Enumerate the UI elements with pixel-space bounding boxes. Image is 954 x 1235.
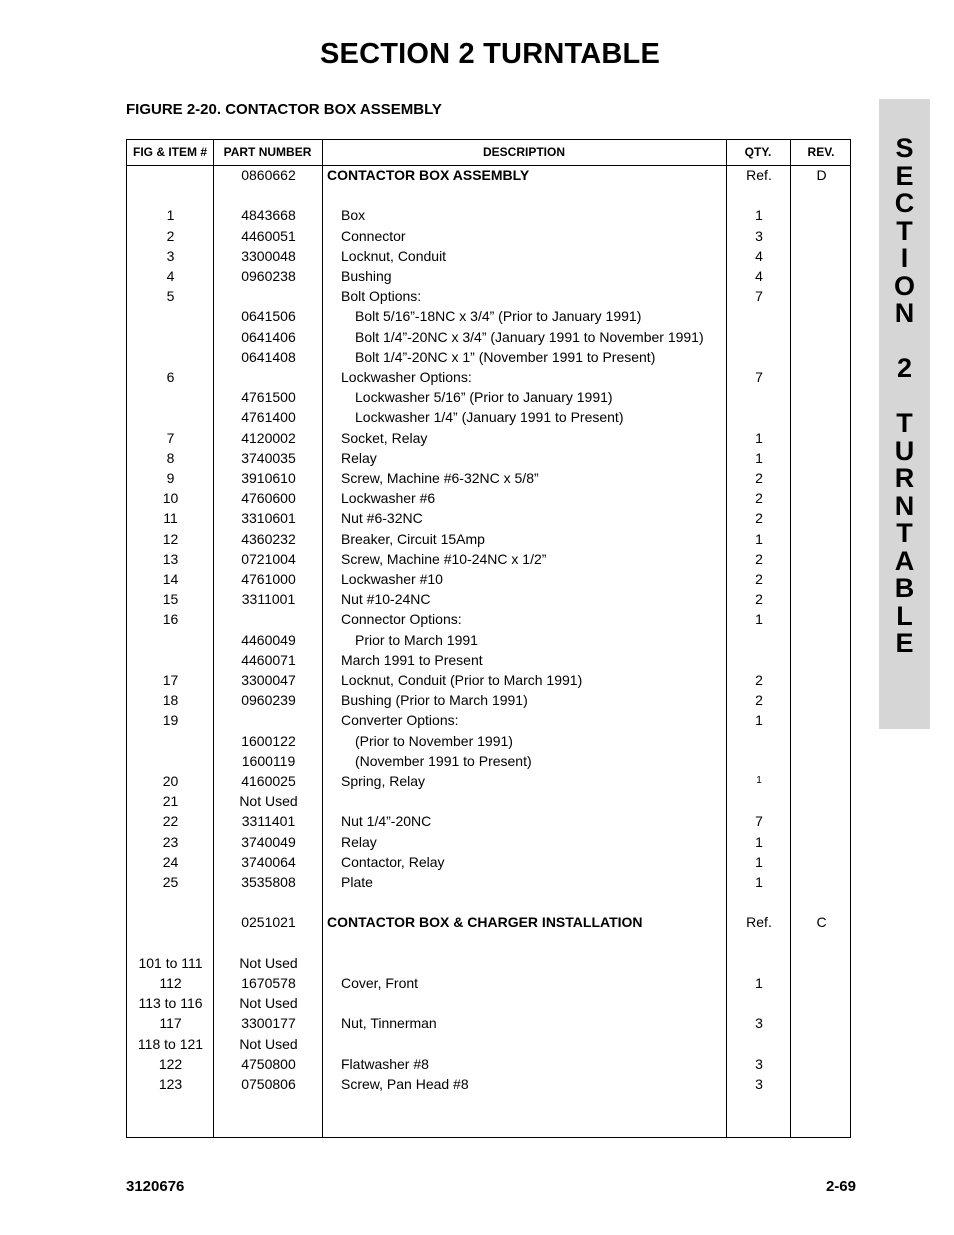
qty-cell: 7 <box>755 813 763 830</box>
side-tab-letters <box>879 135 930 658</box>
side-tab-letter: N <box>894 298 915 328</box>
table-row <box>127 266 850 286</box>
part-number-cell: 4761000 <box>241 571 296 587</box>
part-number-cell: 0960238 <box>241 268 296 284</box>
part-number-cell: 0721004 <box>241 550 296 567</box>
description-cell: Spring, Relay <box>341 773 426 789</box>
side-tab-letter: 2 <box>896 353 913 383</box>
description-cell: Plate <box>341 874 373 890</box>
table-row <box>127 165 850 185</box>
table-row <box>127 993 850 1013</box>
fig-item-cell: 5 <box>166 288 175 305</box>
part-number-cell: 4160025 <box>241 773 296 789</box>
qty-cell: 3 <box>755 227 763 244</box>
description-cell: Screw, Machine #10-24NC x 1/2” <box>341 550 547 567</box>
table-row <box>127 367 850 387</box>
table-row <box>127 710 850 730</box>
description-cell: Cover, Front <box>341 975 419 991</box>
description-cell: Lockwasher 5/16” (Prior to January 1991) <box>355 389 613 406</box>
description-cell: (November 1991 to Present) <box>355 752 532 769</box>
part-number-cell: 0641506 <box>241 308 296 325</box>
qty-cell: 1 <box>755 207 763 224</box>
part-number-cell: 4460071 <box>241 651 296 668</box>
part-number-cell: 3740064 <box>241 853 296 870</box>
table-row <box>127 226 850 246</box>
table-row <box>127 306 850 326</box>
rev-cell: D <box>816 167 827 183</box>
table-row <box>127 973 850 993</box>
side-tab-letter: T <box>896 408 913 438</box>
part-number-cell: 0641408 <box>241 348 296 365</box>
table-row <box>127 912 850 932</box>
side-tab-letter: C <box>894 188 915 218</box>
qty-cell: 1 <box>755 449 763 466</box>
part-number-cell: 0641406 <box>241 328 296 345</box>
header-fig-item: FIG & ITEM # <box>132 145 207 159</box>
figure-title: FIGURE 2-20. CONTACTOR BOX ASSEMBLY <box>126 101 442 118</box>
fig-item-cell: 13 <box>162 550 179 567</box>
part-number-cell: 3535808 <box>241 874 296 890</box>
table-row <box>127 569 850 589</box>
table-row <box>127 1034 850 1054</box>
part-number-cell: 3300048 <box>241 247 296 264</box>
part-number-cell: 3910610 <box>241 470 296 486</box>
fig-item-cell: 24 <box>162 853 179 870</box>
table-row <box>127 387 850 407</box>
table-row <box>127 892 850 912</box>
table-row <box>127 246 850 266</box>
table-row <box>127 205 850 225</box>
qty-cell: 1 <box>755 429 763 446</box>
part-number-cell: 1670578 <box>241 975 296 991</box>
description-cell: Connector <box>341 227 406 244</box>
qty-cell: 1 <box>755 530 763 547</box>
part-number-cell: 4843668 <box>241 207 296 224</box>
qty-cell: 4 <box>755 247 763 264</box>
qty-cell: Ref. <box>746 167 772 183</box>
table-row <box>127 286 850 306</box>
description-cell: CONTACTOR BOX ASSEMBLY <box>327 167 530 183</box>
table-row <box>127 589 850 609</box>
table-row <box>127 407 850 427</box>
qty-cell: 2 <box>755 571 763 587</box>
fig-item-cell: 22 <box>162 813 179 830</box>
description-cell: CONTACTOR BOX & CHARGER INSTALLATION <box>327 914 643 931</box>
description-cell: Socket, Relay <box>341 429 428 446</box>
description-cell: Nut #6-32NC <box>341 510 423 527</box>
side-tab-letter: E <box>895 160 914 191</box>
part-number-cell: 1600119 <box>241 752 296 769</box>
part-number-cell: 4120002 <box>241 429 296 446</box>
table-row <box>127 1074 850 1094</box>
description-cell: Locknut, Conduit <box>341 247 447 264</box>
description-cell: Converter Options: <box>341 712 459 729</box>
qty-cell: 1 <box>755 975 763 991</box>
description-cell: Connector Options: <box>341 611 462 628</box>
fig-item-cell: 17 <box>162 672 179 688</box>
part-number-cell: 1600122 <box>241 732 296 749</box>
fig-item-cell: 15 <box>162 591 179 608</box>
table-row <box>127 771 850 791</box>
table-row <box>127 953 850 973</box>
rev-cell: C <box>816 914 827 931</box>
table-row <box>127 529 850 549</box>
description-cell: March 1991 to Present <box>341 651 483 668</box>
section-side-tab <box>879 99 930 729</box>
part-number-cell: Not Used <box>239 793 298 810</box>
fig-item-cell: 117 <box>159 1015 182 1032</box>
qty-cell: 3 <box>755 1055 763 1072</box>
document-number: 3120676 <box>126 1178 185 1195</box>
side-tab-letter: R <box>894 463 915 493</box>
page-number: 2-69 <box>825 1178 856 1195</box>
qty-cell: 4 <box>755 268 763 284</box>
table-row <box>127 347 850 367</box>
fig-item-cell: 101 to 111 <box>138 954 203 971</box>
header-description: DESCRIPTION <box>482 145 565 159</box>
fig-item-cell: 12 <box>162 530 179 547</box>
description-cell: Lockwasher Options: <box>341 369 472 385</box>
qty-cell: 3 <box>755 1015 763 1032</box>
description-cell: Contactor, Relay <box>341 853 445 870</box>
header-rev: REV. <box>807 145 835 159</box>
qty-cell: 2 <box>755 470 763 486</box>
part-number-cell: 4761500 <box>241 389 296 406</box>
table-row <box>127 1054 850 1074</box>
part-number-cell: 4760600 <box>241 490 296 507</box>
fig-item-cell: 2 <box>166 227 175 244</box>
fig-item-cell: 118 to 121 <box>137 1035 204 1052</box>
part-number-cell: 3300047 <box>241 672 296 688</box>
side-tab-letter: A <box>894 545 915 576</box>
fig-item-cell: 8 <box>166 449 175 466</box>
description-cell: Box <box>341 207 366 224</box>
side-tab-letter: E <box>895 628 914 658</box>
part-number-cell: 0251021 <box>241 914 296 931</box>
description-cell: Lockwasher #10 <box>341 571 443 587</box>
qty-cell: 1 <box>756 775 762 786</box>
description-cell: Bolt 5/16”-18NC x 3/4” (Prior to January 1991) <box>355 308 642 325</box>
fig-item-cell: 25 <box>162 874 179 890</box>
side-tab-letter: B <box>894 573 915 603</box>
fig-item-cell: 18 <box>162 692 179 709</box>
description-cell: Screw, Pan Head #8 <box>341 1076 469 1092</box>
description-cell: Relay <box>341 449 377 466</box>
part-number-cell: 3300177 <box>241 1015 296 1032</box>
fig-item-cell: 23 <box>162 833 179 850</box>
description-cell: Bolt 1/4”-20NC x 1” (November 1991 to Present) <box>355 348 656 365</box>
table-row <box>127 630 850 650</box>
qty-cell: 7 <box>755 288 763 305</box>
table-row <box>127 327 850 347</box>
description-cell: Locknut, Conduit (Prior to March 1991) <box>341 672 583 688</box>
parts-table <box>126 139 851 1138</box>
fig-item-cell: 20 <box>162 773 179 789</box>
table-row <box>127 468 850 488</box>
part-number-cell: 3740035 <box>241 449 296 466</box>
table-row <box>127 185 850 205</box>
fig-item-cell: 19 <box>162 712 179 729</box>
table-row <box>127 549 850 569</box>
side-tab-letter: T <box>896 215 913 246</box>
description-cell: Flatwasher #8 <box>341 1055 429 1072</box>
qty-cell: 2 <box>755 490 763 507</box>
part-number-cell: 4750800 <box>241 1055 296 1072</box>
table-row <box>127 832 850 852</box>
table-row <box>127 650 850 670</box>
part-number-cell: 0860662 <box>241 167 296 183</box>
part-number-cell: 4360232 <box>241 530 296 547</box>
table-row <box>127 791 850 811</box>
description-cell: Bushing <box>341 268 392 284</box>
table-row <box>127 872 850 892</box>
qty-cell: Ref. <box>746 914 772 931</box>
qty-cell: 2 <box>755 591 763 608</box>
description-cell: Bolt Options: <box>341 288 422 305</box>
side-tab-letter: U <box>894 435 915 466</box>
part-number-cell: Not Used <box>239 995 298 1012</box>
description-cell: Breaker, Circuit 15Amp <box>341 530 485 547</box>
qty-cell: 1 <box>755 853 763 870</box>
fig-item-cell: 21 <box>162 793 179 810</box>
header-part-number: PART NUMBER <box>223 145 312 159</box>
side-tab-letter: T <box>896 518 913 548</box>
qty-cell: 1 <box>755 874 763 890</box>
part-number-cell: 4761400 <box>241 409 296 426</box>
qty-cell: 3 <box>755 1076 763 1092</box>
description-cell: Screw, Machine #6-32NC x 5/8” <box>341 470 539 486</box>
qty-cell: 2 <box>755 672 763 688</box>
side-tab-letter: S <box>895 133 914 163</box>
description-cell: Lockwasher 1/4” (January 1991 to Present) <box>355 409 624 426</box>
description-cell: Relay <box>341 833 377 850</box>
qty-cell: 2 <box>755 692 763 709</box>
part-number-cell: 3311001 <box>241 591 296 608</box>
part-number-cell: 3310601 <box>241 510 296 527</box>
part-number-cell: 4460049 <box>241 631 296 648</box>
description-cell: Prior to March 1991 <box>355 631 478 648</box>
description-cell: Nut #10-24NC <box>341 591 431 608</box>
table-row <box>127 508 850 528</box>
fig-item-cell: 113 to 116 <box>138 995 203 1012</box>
table-row <box>127 852 850 872</box>
table-row <box>127 428 850 448</box>
part-number-cell: 0750806 <box>241 1076 296 1092</box>
qty-cell: 2 <box>755 550 763 567</box>
table-row <box>127 690 850 710</box>
qty-cell: 7 <box>755 369 763 385</box>
fig-item-cell: 14 <box>162 571 179 587</box>
part-number-cell: 3740049 <box>241 833 296 850</box>
section-title: SECTION 2 TURNTABLE <box>320 38 660 70</box>
fig-item-cell: 6 <box>166 369 175 385</box>
part-number-cell: 4460051 <box>241 227 296 244</box>
fig-item-cell: 10 <box>162 490 179 507</box>
description-cell: Bushing (Prior to March 1991) <box>341 692 528 709</box>
fig-item-cell: 122 <box>158 1055 183 1072</box>
table-row <box>127 609 850 629</box>
fig-item-cell: 4 <box>166 268 175 284</box>
table-row <box>127 751 850 771</box>
table-row <box>127 933 850 953</box>
description-cell: Lockwasher #6 <box>341 490 436 507</box>
qty-cell: 1 <box>755 611 763 628</box>
fig-item-cell: 16 <box>162 611 179 628</box>
qty-cell: 1 <box>755 712 763 729</box>
fig-item-cell: 3 <box>166 247 175 264</box>
fig-item-cell: 9 <box>166 470 175 486</box>
qty-cell: 1 <box>755 833 763 850</box>
header-qty: QTY. <box>744 145 772 159</box>
fig-item-cell: 1 <box>166 207 175 224</box>
table-row <box>127 448 850 468</box>
table-row <box>127 670 850 690</box>
qty-cell: 2 <box>755 510 763 527</box>
fig-item-cell: 123 <box>158 1076 183 1092</box>
table-row <box>127 811 850 831</box>
description-cell: (Prior to November 1991) <box>355 732 513 749</box>
side-tab-letter: L <box>896 600 913 631</box>
side-tab-letter: N <box>894 490 915 521</box>
part-number-cell: 0960239 <box>241 692 296 709</box>
fig-item-cell: 7 <box>166 429 175 446</box>
fig-item-cell: 112 <box>159 975 182 991</box>
table-row <box>127 731 850 751</box>
side-tab-letter: O <box>893 270 915 301</box>
table-row <box>127 488 850 508</box>
side-tab-letter: I <box>900 243 909 273</box>
part-number-cell: 3311401 <box>241 813 296 830</box>
description-cell: Nut 1/4”-20NC <box>341 813 432 830</box>
table-row <box>127 1013 850 1033</box>
part-number-cell: Not Used <box>239 1035 298 1052</box>
fig-item-cell: 11 <box>163 510 178 527</box>
part-number-cell: Not Used <box>239 954 298 971</box>
description-cell: Bolt 1/4”-20NC x 3/4” (January 1991 to November 1991) <box>355 328 704 345</box>
description-cell: Nut, Tinnerman <box>341 1015 437 1032</box>
